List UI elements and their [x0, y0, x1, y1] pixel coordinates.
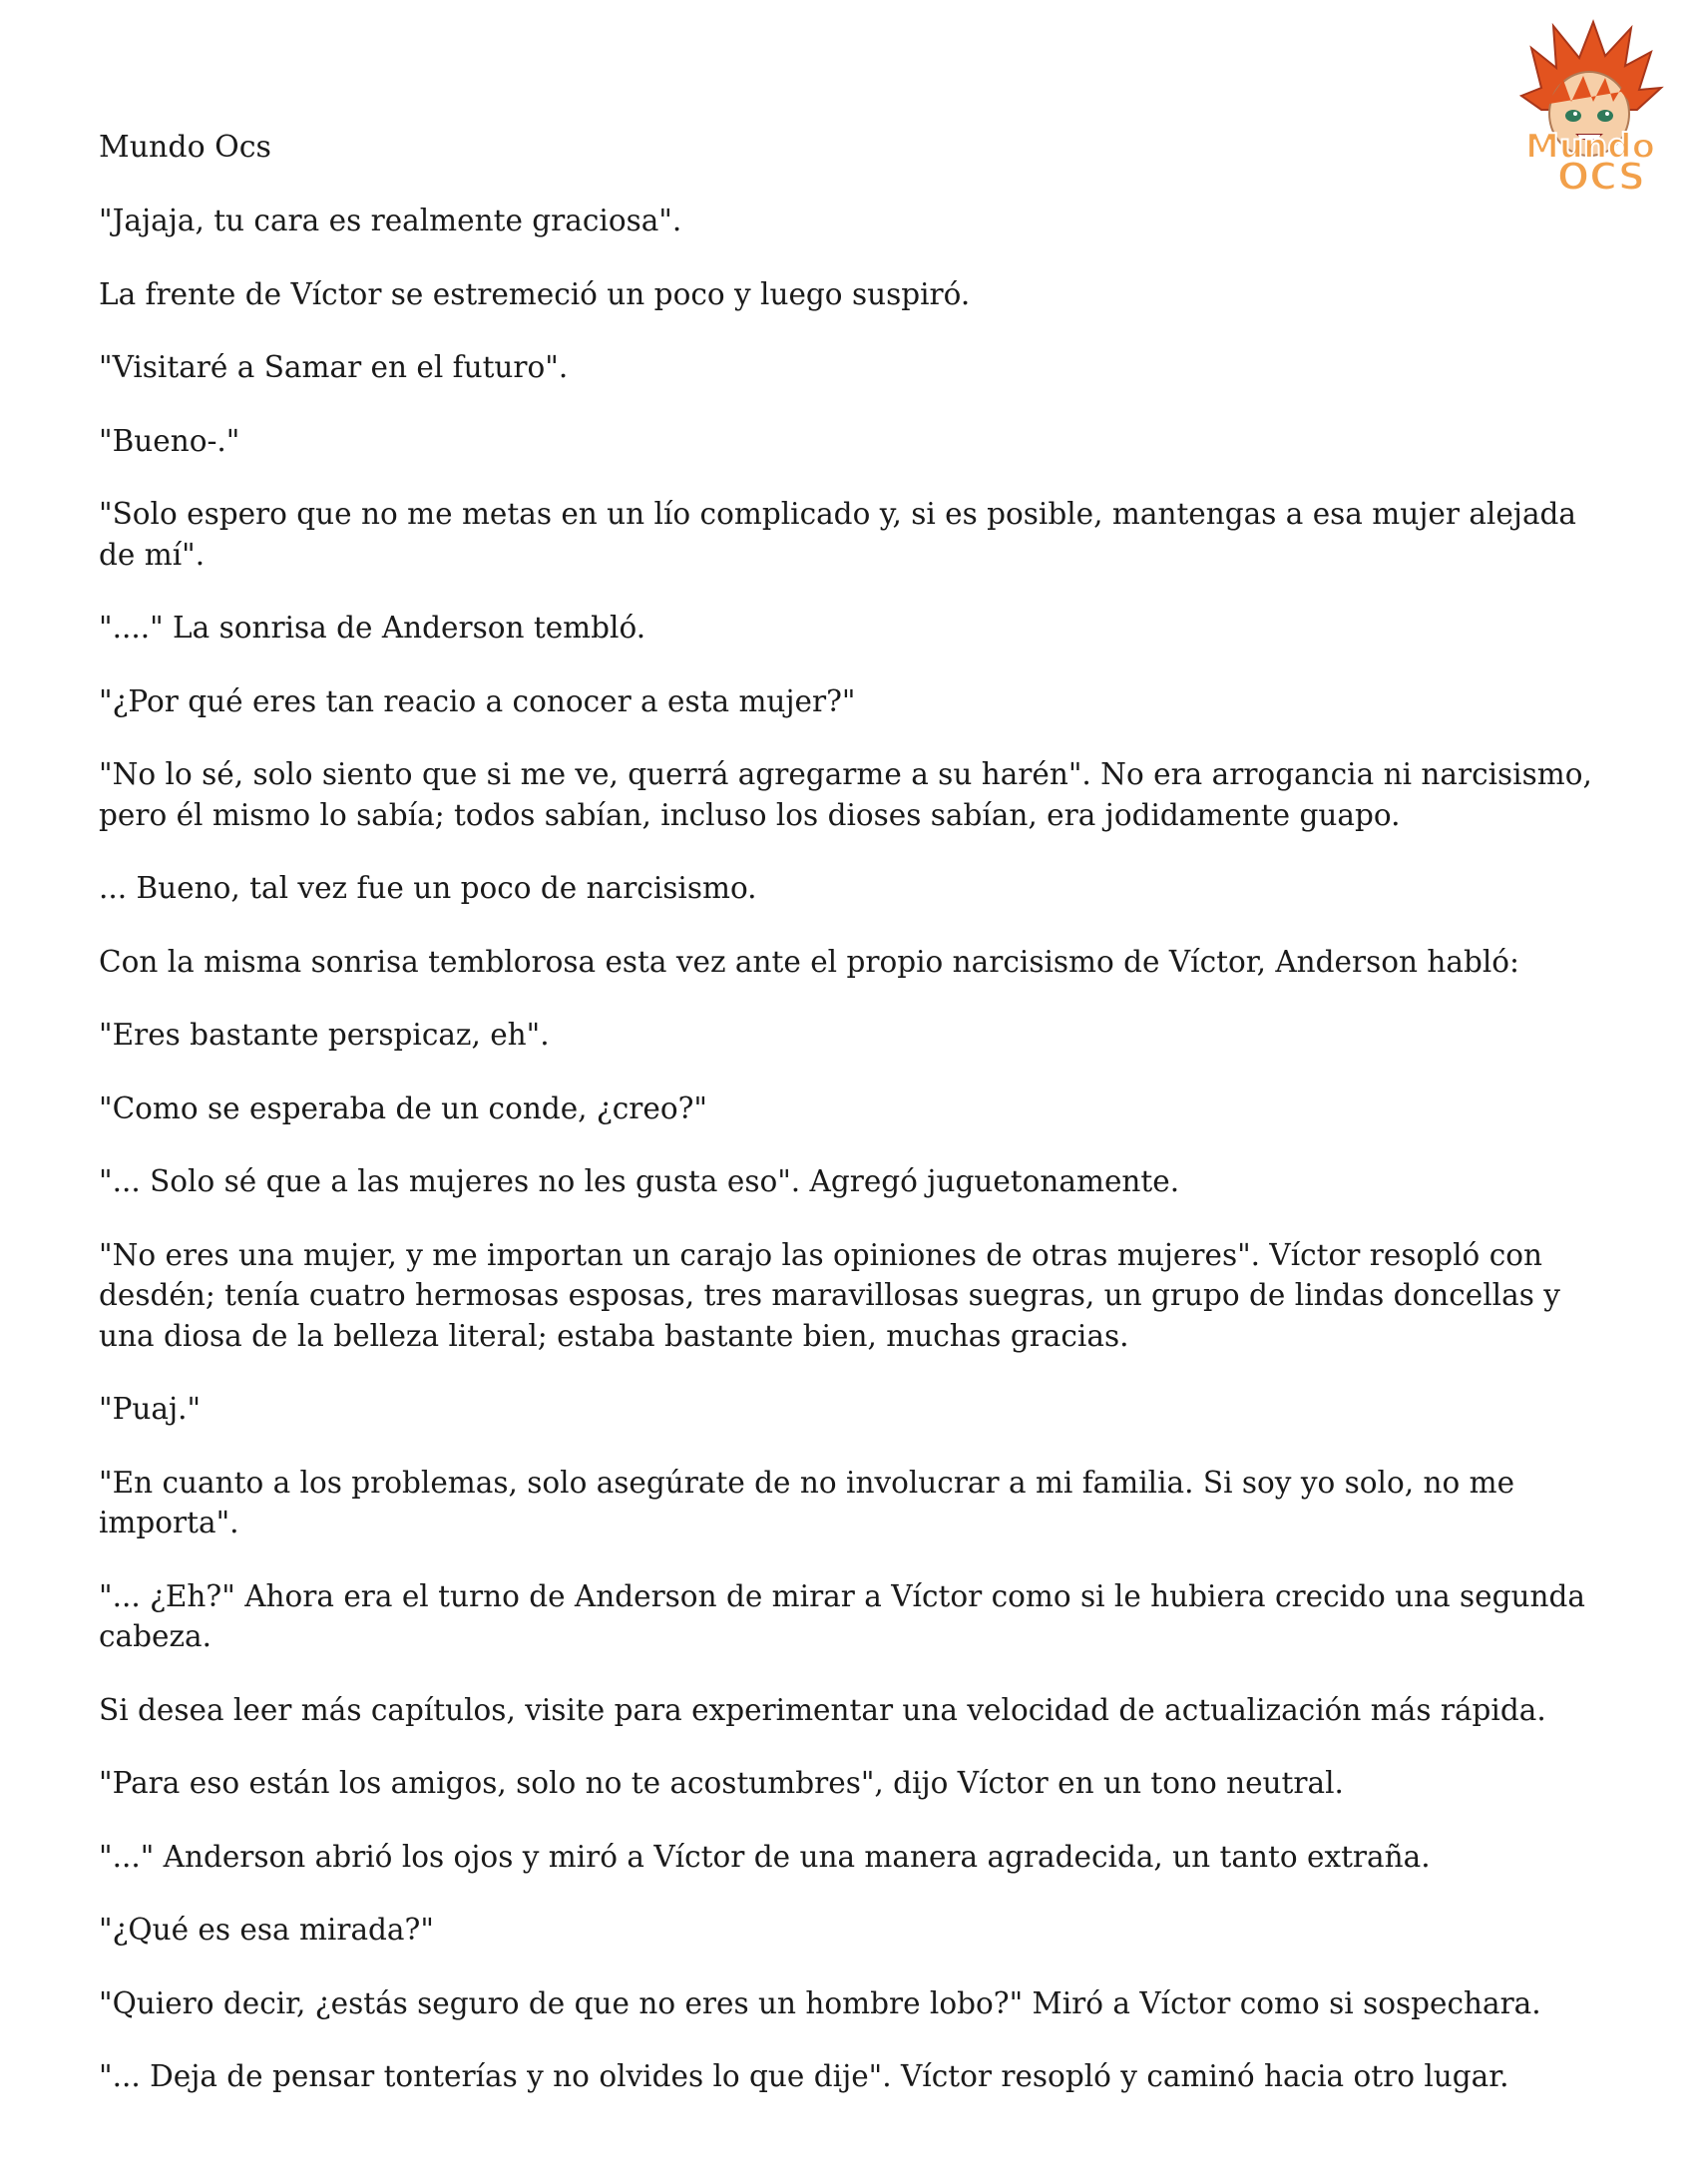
paragraph: "Como se esperaba de un conde, ¿creo?" — [99, 1091, 707, 1125]
paragraph: "Quiero decir, ¿estás seguro de que no eres un hombre lobo?" Miró a Víctor como si sospechara. — [99, 1985, 1541, 2020]
paragraph: "...." La sonrisa de Anderson tembló. — [99, 611, 646, 645]
paragraph: Si desea leer más capítulos, visite para experimentar una velocidad de actualización más rápida. — [99, 1692, 1546, 1727]
paragraph: "Eres bastante perspicaz, eh". — [99, 1018, 550, 1052]
paragraph: "... ¿Eh?" Ahora era el turno de Anderson de mirar a Víctor como si le hubiera crecido una segunda cabeza. — [99, 1578, 1585, 1653]
paragraph: "No eres una mujer, y me importan un carajo las opiniones de otras mujeres". Víctor resopló con desdén; tenía cuatro hermosas esposas, tres maravillosas suegras, un grupo de lindas doncellas y una diosa de la belleza literal; estaba bastante bien, muchas gracias. — [99, 1237, 1560, 1353]
paragraph: "Bueno-." — [99, 423, 240, 458]
paragraph: La frente de Víctor se estremeció un poco y luego suspiró. — [99, 276, 971, 311]
paragraph: "En cuanto a los problemas, solo asegúrate de no involucrar a mi familia. Si soy yo solo, no me importa". — [99, 1465, 1515, 1539]
paragraph: "Solo espero que no me metas en un lío complicado y, si es posible, mantengas a esa mujer alejada de mí". — [99, 497, 1577, 572]
paragraph: "..." Anderson abrió los ojos y miró a Víctor de una manera agradecida, un tanto extraña. — [99, 1839, 1431, 1874]
paragraph: "Visitaré a Samar en el futuro". — [99, 350, 569, 384]
paragraph: Con la misma sonrisa temblorosa esta vez ante el propio narcisismo de Víctor, Anderson habló: — [99, 944, 1519, 979]
paragraph: "... Solo sé que a las mujeres no les gusta eso". Agregó juguetonamente. — [99, 1164, 1180, 1198]
paragraph: "Para eso están los amigos, solo no te acostumbres", dijo Víctor en un tono neutral. — [99, 1766, 1344, 1800]
paragraph: ... Bueno, tal vez fue un poco de narcisismo. — [99, 871, 757, 905]
paragraph: "¿Por qué eres tan reacio a conocer a esta mujer?" — [99, 683, 856, 718]
logo-text-line2: OCS — [1556, 155, 1646, 193]
paragraph: "¿Qué es esa mirada?" — [99, 1913, 434, 1947]
paragraph: "... Deja de pensar tonterías y no olvides lo que dije". Víctor resopló y caminó hacia otro lugar. — [99, 2059, 1509, 2093]
document-body — [99, 201, 1605, 2130]
logo-text-line1: Mundo — [1525, 127, 1655, 167]
page-title: Mundo Ocs — [99, 130, 271, 165]
paragraph: "Puaj." — [99, 1392, 202, 1426]
paragraph: "Jajaja, tu cara es realmente graciosa". — [99, 204, 682, 237]
paragraph: "No lo sé, solo siento que si me ve, querrá agregarme a su harén". No era arrogancia ni narcisismo, pero él mismo lo sabía; todos sabían, incluso los dioses sabían, era jodidamente guapo. — [99, 757, 1592, 832]
mundo-ocs-logo-icon — [1501, 18, 1679, 193]
